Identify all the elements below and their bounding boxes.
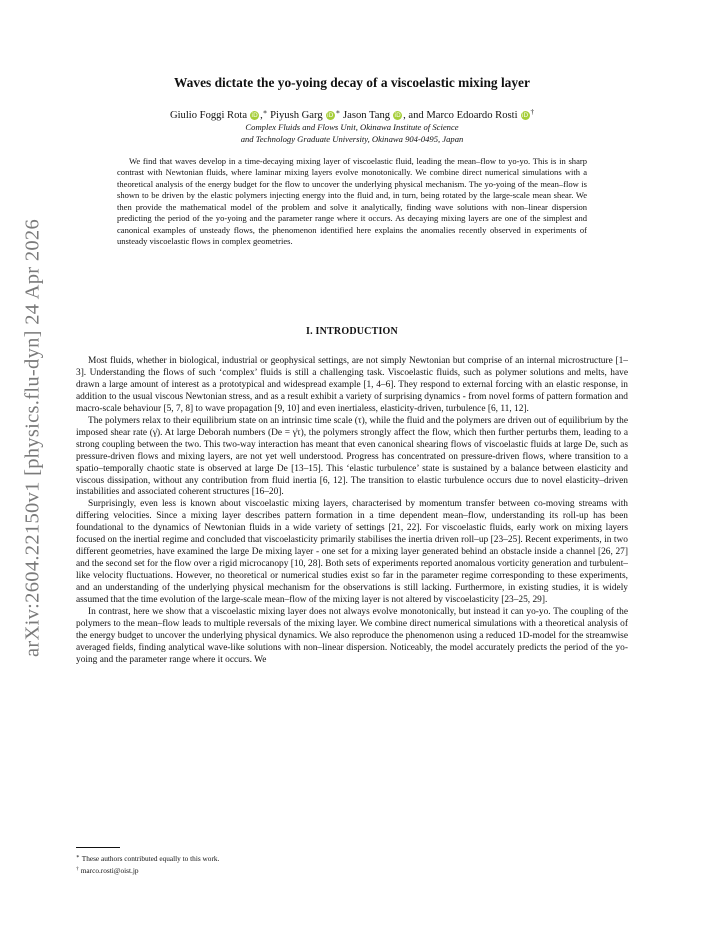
- paragraph: The polymers relax to their equilibrium state on an intrinsic time scale (τ), while the fluid and the polymers are driven out of equilibrium by the imposed shear rate (γ̇). At large Deborah numbers (De = γ̇τ), the polymers strongly affect the flow, which then further perturbs them, leading to a strong coupling between the two. This two-way interaction has meant that even canonical shearing flows of viscoelastic fluids at large De, such as pressure-driven flows and mixing layers, are not yet well understood. Progress has concentrated on pressure-driven flows, where transition to a spatio–temporally chaotic state is observed at large De [13–15]. This ‘elastic turbulence’ state is sustained by a balance between elasticity and viscous dissipation, without any contribution from fluid inertia [6, 12]. The transition to elastic turbulence occurs due to novel elasticity–driven instabilities and associated coherent structures [16–20].: [76, 415, 628, 498]
- footnote: [76, 852, 628, 864]
- paper-title: Waves dictate the yo-yoing decay of a viscoelastic mixing layer: [174, 75, 530, 90]
- author-separator: ,: [260, 110, 263, 121]
- author: [170, 110, 268, 121]
- footnote-mark: ∗: [76, 854, 80, 860]
- orcid-icon[interactable]: iD: [521, 112, 529, 119]
- author-name: Marco Edoardo Rosti: [426, 110, 518, 121]
- author-name: Jason Tang: [343, 110, 391, 121]
- footnotes: [76, 852, 628, 876]
- author-list: [76, 106, 628, 122]
- orcid-icon[interactable]: iD: [394, 112, 401, 119]
- author-mark: †: [530, 108, 535, 116]
- author-separator: , and: [403, 110, 424, 121]
- author-mark: ∗: [262, 108, 268, 116]
- orcid-icon[interactable]: iD: [326, 112, 334, 119]
- footnote-text: These authors contributed equally to this work.: [81, 854, 220, 863]
- author-name: Giulio Foggi Rota: [169, 110, 248, 121]
- affiliation: [76, 121, 628, 145]
- footnote: [76, 864, 628, 876]
- author-mark: ∗: [335, 108, 341, 116]
- paragraph: Surprisingly, even less is known about viscoelastic mixing layers, characterised by momentum transfer between co-moving streams with differing velocities. Since a mixing layer describes pattern formation in a time dependent mean–flow, understanding its roll-up has been foundational to the dynamics of Newtonian fluids in a wide variety of settings [21, 22]. For viscoelastic fluids, early work on mixing layers focused on the inertial regime and concluded that viscoelasticity primarily stabilises the inertia driven roll–up [23–25]. Recent experiments, in two different geometries, have examined the large De mixing layer - one set for a mixing layer generated behind an obstacle inside a channel [26, 27] and the second set for the flow over a rigid microcanopy [10, 28]. Both sets of experiments reported anomalous vorticity generation and turbulent–like velocity fluctuations. However, no theoretical or numerical studies exist so far in the parameter regime corresponding to these experiments, and an understanding of the underlying physical mechanism for the observations is still lacking. Furthermore, in existing studies, it is widely assumed that the time evolution of the large-scale mean–flow of the mixing layer is not altered by viscoelasticity [23–25, 29].: [76, 499, 628, 606]
- affiliation-line: and Technology Graduate University, Okinawa 904-0495, Japan: [240, 134, 464, 144]
- abstract: We find that waves develop in a time-decaying mixing layer of viscoelastic fluid, leading the mean–flow to yo-yo. This is in sharp contrast with Newtonian fluids, where laminar mixing layers evolve monotonically. We combine direct numerical simulations with a theoretical analysis of the energy budget for the flow to uncover the underlying physical mechanism. The yo-yoing of the mean–flow is shown to be driven by the elastic polymers injecting energy into the fluid and, in turn, being rotated by the large-scale mean shear. We then provide the mathematical model of the problem and solve it analytically, finding wave solutions with non–linear dispersion predicting the period of the yo-yoing and the parameter range where it occurs. As decaying mixing layers are one of the simplest and canonical examples of unsteady flows, the phenomenon identified here explains the anomalies recently observed in experiments of unsteady viscoelastic flows in complex geometries.: [117, 156, 587, 247]
- body-text: [76, 356, 628, 667]
- author-name: Piyush Garg: [270, 110, 323, 121]
- author: [270, 110, 340, 121]
- paragraph: In contrast, here we show that a viscoelastic mixing layer does not always evolve monotonically, but instead it can yo-yo. The coupling of the polymers to the mean–flow leads to multiple reversals of the mixing layer. We combine direct numerical simulations with a theoretical analysis of the energy budget to uncover the underlying physical dynamics. We also reproduce the phenomenon using a reduced 1D-model for the streamwise averaged fields, finding analytical wave-like solutions with non–linear dispersion. Noticeably, the model accurately predicts the period of the yo-yoing and the parameter range where it occurs. We: [76, 607, 628, 665]
- arxiv-identifier: arXiv:2604.22150v1 [physics.flu-dyn] 24 Apr 2026: [21, 218, 44, 658]
- author: [343, 110, 424, 121]
- footnote-mark: †: [76, 866, 79, 872]
- footnote-email[interactable]: marco.rosti@oist.jp: [80, 866, 139, 875]
- footnote-rule: [76, 847, 120, 848]
- author: [426, 110, 534, 121]
- orcid-icon[interactable]: iD: [251, 112, 258, 119]
- affiliation-line: Complex Fluids and Flows Unit, Okinawa Institute of Science: [245, 122, 459, 132]
- paragraph: Most fluids, whether in biological, industrial or geophysical settings, are not simply Newtonian but comprise of an internal microstructure [1–3]. Understanding the flows of such ‘complex’ fluids is still a challenging task. Viscoelastic fluids, such as polymer solutions and melts, have drawn a large amount of interest as a prototypical and widespread example [1, 4–6]. They respond to external forcing with an elastic response, in addition to the usual viscous Newtonian stress, and as a result exhibit a variety of surprising dynamics - from novel forms of pattern formation and macro-scale behaviour [5, 7, 8] to wave propagation [9, 10] and even inertialess, elasticity-driven, turbulence [6, 11, 12].: [76, 356, 628, 414]
- section-heading: I. INTRODUCTION: [306, 326, 398, 337]
